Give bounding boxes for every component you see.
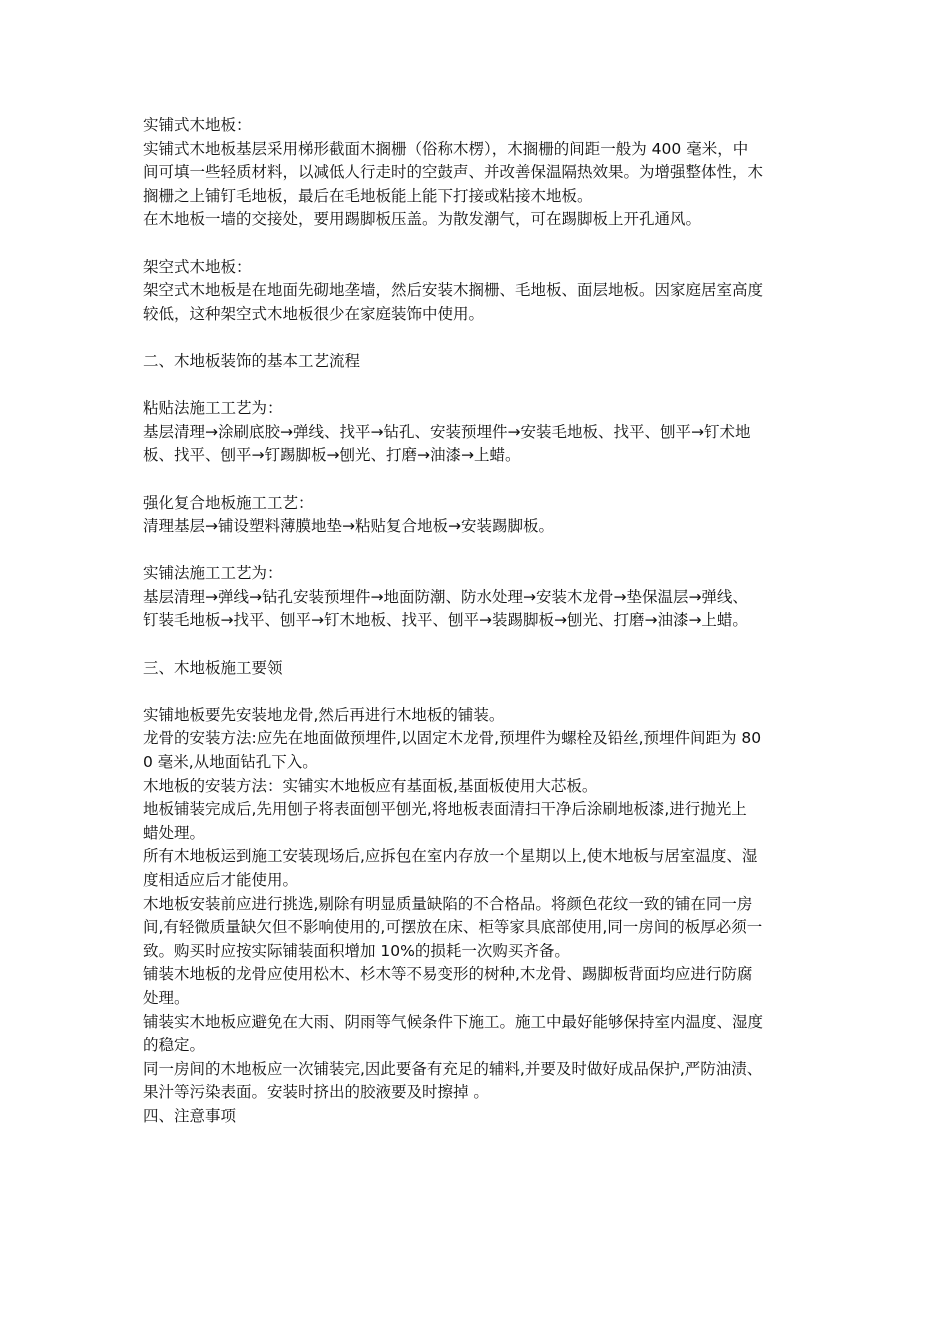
paragraph-line: 较低，这种架空式木地板很少在家庭装饰中使用。 xyxy=(143,304,485,323)
paragraph-line: 龙骨的安装方法:应先在地面做预埋件,以固定木龙骨,预埋件为螺栓及铅丝,预埋件间距为 80 xyxy=(143,729,762,748)
paragraph-line: 铺装木地板的龙骨应使用松木、杉木等不易变形的树种,木龙骨、踢脚板背面均应进行防腐 xyxy=(143,965,753,984)
paragraph-line: 间,有轻微质量缺欠但不影响使用的,可摆放在床、柜等家具底部使用,同一房间的板厚必须一 xyxy=(143,918,763,937)
paragraph-line: 木地板安装前应进行挑选,剔除有明显质量缺陷的不合格品。将颜色花纹一致的铺在同一房 xyxy=(143,894,753,913)
paragraph-line: 搁栅之上铺钉毛地板，最后在毛地板能上能下打接或粘接木地板。 xyxy=(143,186,593,205)
paragraph-line: 木地板的安装方法：实铺实木地板应有基面板,基面板使用大芯板。 xyxy=(143,776,598,795)
blank-line xyxy=(143,374,813,398)
paragraph-line: 所有木地板运到施工安装现场后,应拆包在室内存放一个星期以上,使木地板与居室温度、湿 xyxy=(143,847,758,866)
paragraph-line: 处理。 xyxy=(143,988,190,1007)
paragraph-line: 蜡处理。 xyxy=(143,823,206,842)
paragraph-line: 果汁等污染表面。安装时挤出的胶液要及时擦掉 。 xyxy=(143,1083,489,1102)
paragraph-line: 基层清理→弹线→钻孔安装预埋件→地面防潮、防水处理→安装木龙骨→垫保温层→弹线、 xyxy=(143,587,748,606)
paragraph-line: 实铺式木地板基层采用梯形截面木搁栅（俗称木楞），木搁栅的间距一般为 400 毫米，中 xyxy=(143,139,749,158)
subheading-adhesive-method: 粘贴法施工工艺为： xyxy=(143,399,283,418)
paragraph-line: 铺装实木地板应避免在大雨、阴雨等气候条件下施工。施工中最好能够保持室内温度、湿度 xyxy=(143,1012,764,1031)
paragraph-line: 四、注意事项 xyxy=(143,1106,237,1125)
section-heading-4 xyxy=(143,1129,813,1153)
blank-line xyxy=(143,468,813,492)
subheading-solid-method: 实铺法施工工艺为： xyxy=(143,564,283,583)
paragraph-line: 钉装毛地板→找平、刨平→钉木地板、找平、刨平→装踢脚板→刨光、打磨→油漆→上蜡。 xyxy=(143,611,748,630)
paragraph-line: 基层清理→涂刷底胶→弹线、找平→钻孔、安装预埋件→安装毛地板、找平、刨平→钉术地 xyxy=(143,422,751,441)
paragraph-line: 架空式木地板是在地面先砌地垄墙，然后安装木搁栅、毛地板、面层地板。因家庭居室高度 xyxy=(143,281,764,300)
paragraph-line: 的稳定。 xyxy=(143,1036,206,1055)
heading-solid-floor: 实铺式木地板： xyxy=(143,116,252,134)
document-page xyxy=(143,114,813,1152)
paragraph-line: 在木地板一墙的交接处，要用踢脚板压盖。为散发潮气，可在踢脚板上开孔通风。 xyxy=(143,210,702,229)
section-heading-2: 二、木地板装饰的基本工艺流程 xyxy=(143,351,361,370)
paragraph-line: 实铺地板要先安装地龙骨,然后再进行木地板的铺装。 xyxy=(143,705,505,724)
section-heading-3: 三、木地板施工要领 xyxy=(143,658,283,677)
paragraph-line: 间可填一些轻质材料，以减低人行走时的空鼓声、并改善保温隔热效果。为增强整体性，木 xyxy=(143,163,764,182)
blank-line xyxy=(143,326,813,350)
paragraph-line: 清理基层→铺设塑料薄膜地垫→粘贴复合地板→安装踢脚板。 xyxy=(143,517,554,536)
paragraph-line: 同一房间的木地板应一次铺装完,因此要备有充足的辅料,并要及时做好成品保护,严防油渍、 xyxy=(143,1059,763,1078)
blank-line xyxy=(143,680,813,704)
paragraph-line: 0 毫米,从地面钻孔下入。 xyxy=(143,753,318,772)
paragraph-line: 度相适应后才能使用。 xyxy=(143,871,299,889)
subheading-laminate: 强化复合地板施工工艺： xyxy=(143,493,314,512)
heading-raised-floor: 架空式木地板： xyxy=(143,257,252,276)
paragraph-line: 致。购买时应按实际铺装面积增加 10%的损耗一次购买齐备。 xyxy=(143,941,570,960)
blank-line xyxy=(143,232,813,256)
blank-line xyxy=(143,539,813,563)
blank-line xyxy=(143,633,813,657)
paragraph-line: 地板铺装完成后,先用刨子将表面刨平刨光,将地板表面清扫干净后涂刷地板漆,进行抛光上 xyxy=(143,800,747,819)
paragraph-line: 板、找平、刨平→钉踢脚板→刨光、打磨→油漆→上蜡。 xyxy=(143,446,521,465)
